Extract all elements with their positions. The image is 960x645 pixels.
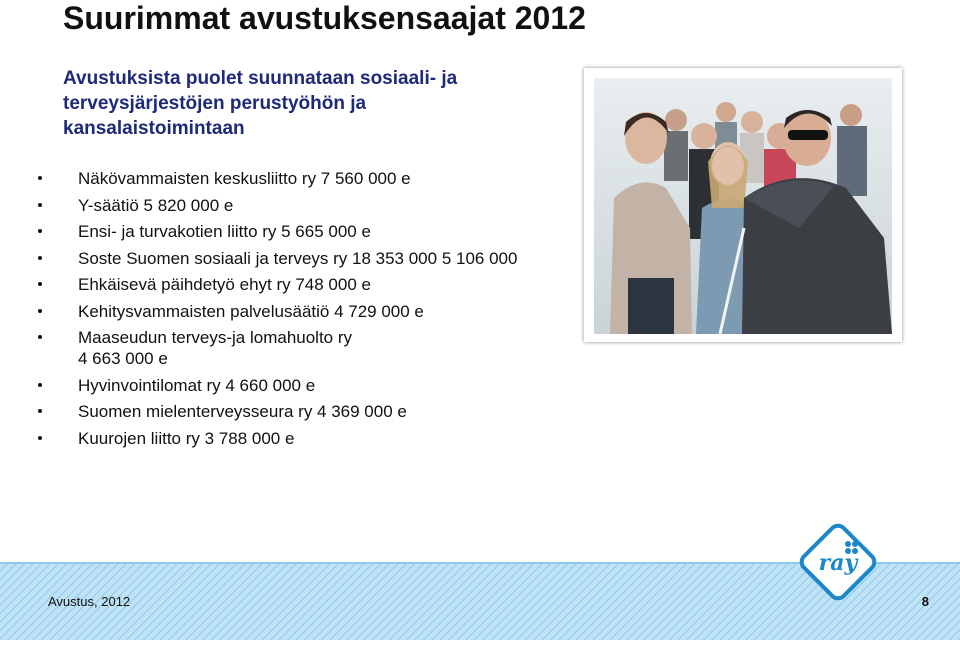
list-item: [0, 248, 638, 269]
bullet-icon: [38, 409, 42, 413]
list-item: [0, 168, 638, 189]
list-item-text: Hyvinvointilomat ry 4 660 000 e: [78, 375, 316, 395]
bullet-icon: [38, 335, 42, 339]
list-item-text: Y-säätiö 5 820 000 e: [78, 195, 234, 215]
svg-text:ray: ray: [818, 550, 858, 576]
bullet-icon: [38, 176, 42, 180]
bullet-icon: [38, 256, 42, 260]
grant-recipient-list: [0, 168, 638, 454]
list-item: [0, 195, 638, 216]
list-item: [0, 274, 638, 295]
footer-label: Avustus, 2012: [48, 594, 131, 609]
slide-title: Suurimmat avustuksensaajat 2012: [63, 0, 586, 36]
list-item: [0, 221, 638, 242]
list-item: [0, 301, 638, 322]
ray-logo: [796, 520, 884, 602]
bullet-icon: [38, 309, 42, 313]
bullet-icon: [38, 282, 42, 286]
bullet-icon: [38, 229, 42, 233]
slide-subtitle: Avustuksista puolet suunnataan sosiaali- ja terveysjärjestöjen perustyöhön ja kansalaistoimintaan: [63, 68, 458, 139]
list-item-text: Maaseudun terveys-ja lomahuolto ry 4 663 000 e: [78, 328, 353, 368]
list-item-text: Kuurojen liitto ry 3 788 000 e: [78, 428, 295, 448]
list-item: [0, 327, 638, 369]
list-item-text: Soste Suomen sosiaali ja terveys ry 18 353 000 5 106 000: [78, 248, 518, 268]
page-number: 8: [921, 594, 929, 609]
list-item: [0, 375, 638, 396]
list-item: [0, 428, 638, 449]
group-photo: [594, 78, 892, 334]
list-item-text: Näkövammaisten keskusliitto ry 7 560 000 e: [78, 169, 411, 188]
bullet-icon: [38, 436, 42, 440]
bullet-icon: [38, 383, 42, 387]
list-item-text: Suomen mielenterveysseura ry 4 369 000 e: [78, 402, 407, 421]
list-item-text: Ehkäisevä päihdetyö ehyt ry 748 000 e: [78, 275, 371, 294]
bullet-icon: [38, 203, 42, 207]
list-item-text: Ensi- ja turvakotien liitto ry 5 665 000 e: [78, 222, 371, 241]
list-item: [0, 401, 638, 422]
list-item-text: Kehitysvammaisten palvelusäätiö 4 729 000 e: [78, 301, 424, 321]
